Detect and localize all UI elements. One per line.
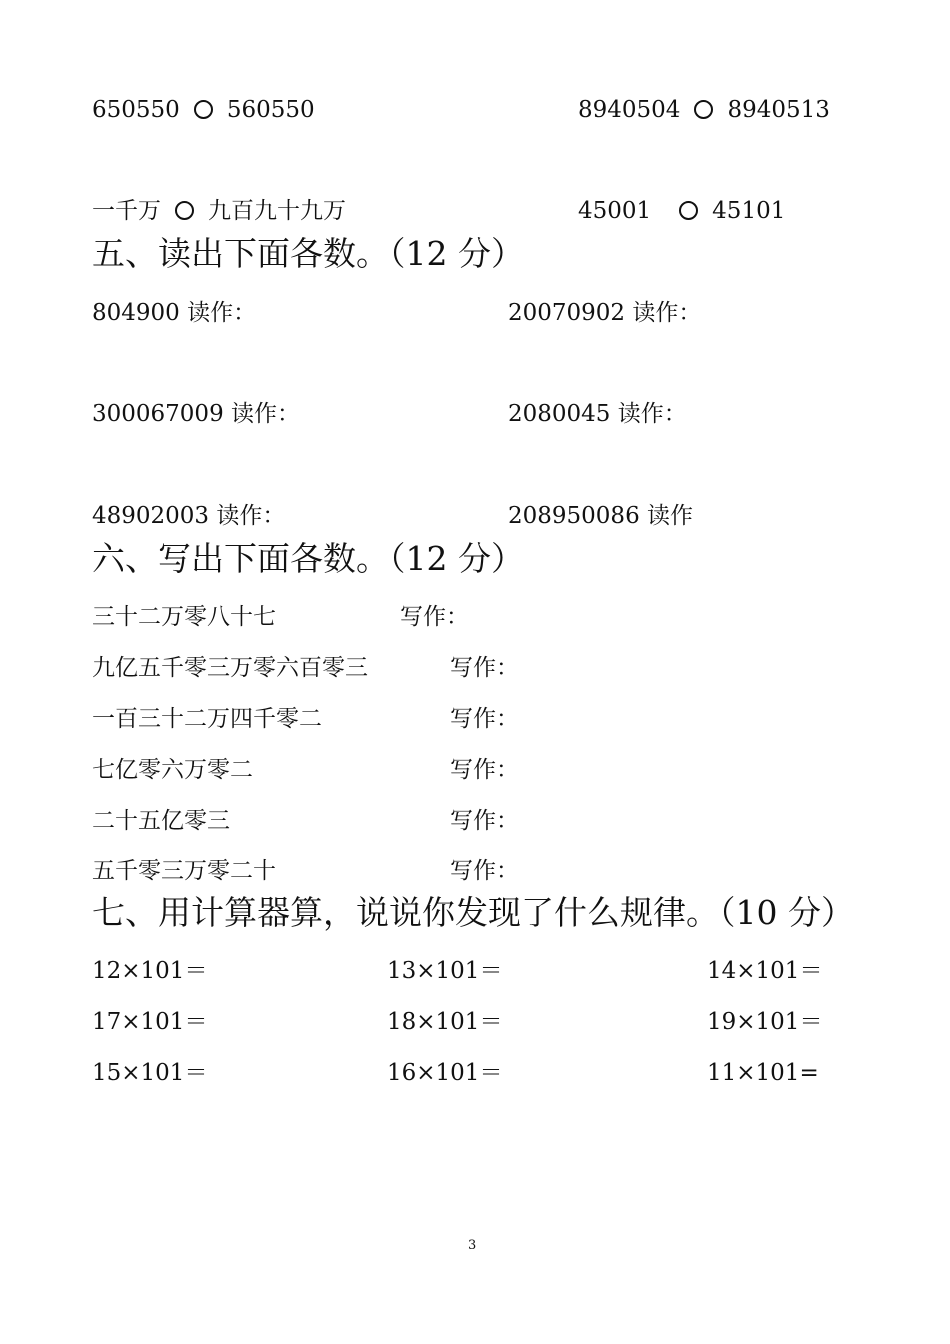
compare-row-2 <box>578 96 830 124</box>
calc-item-4: 17×101＝ <box>92 1009 208 1035</box>
compare-left-1: 650550 <box>92 97 180 123</box>
calc-item-6: 19×101＝ <box>707 1009 823 1035</box>
write-item-5: 二十五亿零三 <box>92 808 230 834</box>
write-item-3: 一百三十二万四千零二 <box>92 706 322 732</box>
calc-item-5: 18×101＝ <box>387 1009 503 1035</box>
compare-left-4: 45001 <box>578 198 652 224</box>
compare-right-1: 560550 <box>226 97 315 123</box>
compare-row-3 <box>92 197 346 225</box>
read-item-1: 804900 读作： <box>92 300 257 326</box>
read-item-2: 20070902 读作： <box>508 300 702 326</box>
section6-title: 六、写出下面各数。（12 分） <box>92 539 524 578</box>
compare-row-4 <box>578 197 785 225</box>
compare-right-4: 45101 <box>712 198 786 224</box>
section7-title: 七、用计算器算，说说你发现了什么规律。（10 分） <box>92 893 854 932</box>
calc-item-2: 13×101＝ <box>387 958 503 984</box>
calc-item-7: 15×101＝ <box>92 1060 208 1086</box>
write-item-2: 九亿五千零三万零六百零三 <box>92 655 368 681</box>
write-label-4: 写作： <box>450 757 519 783</box>
calc-item-8: 16×101＝ <box>387 1060 503 1086</box>
calc-item-9: 11×101= <box>707 1060 819 1086</box>
compare-left-2: 8940504 <box>578 97 681 123</box>
compare-circle-2[interactable] <box>694 100 713 119</box>
write-item-1: 三十二万零八十七 <box>92 604 276 630</box>
read-item-6: 208950086 读作 <box>508 503 694 529</box>
compare-left-3: 一千万 <box>92 198 161 224</box>
write-item-4: 七亿零六万零二 <box>92 757 253 783</box>
section5-title: 五、读出下面各数。（12 分） <box>92 234 524 273</box>
compare-row-1 <box>92 96 315 124</box>
compare-circle-3[interactable] <box>175 201 194 220</box>
write-label-5: 写作： <box>450 808 519 834</box>
read-item-4: 2080045 读作： <box>508 401 687 427</box>
read-item-5: 48902003 读作： <box>92 503 286 529</box>
read-item-3: 300067009 读作： <box>92 401 301 427</box>
compare-circle-1[interactable] <box>194 100 213 119</box>
calc-item-1: 12×101＝ <box>92 958 208 984</box>
compare-circle-4[interactable] <box>679 201 698 220</box>
calc-item-3: 14×101＝ <box>707 958 823 984</box>
write-label-2: 写作： <box>450 655 519 681</box>
page-number: 3 <box>468 1238 477 1253</box>
write-label-6: 写作： <box>450 858 519 884</box>
write-label-1: 写作： <box>400 604 469 630</box>
compare-right-2: 8940513 <box>727 97 830 123</box>
write-label-3: 写作： <box>450 706 519 732</box>
write-item-6: 五千零三万零二十 <box>92 858 276 884</box>
compare-right-3: 九百九十九万 <box>208 198 346 224</box>
